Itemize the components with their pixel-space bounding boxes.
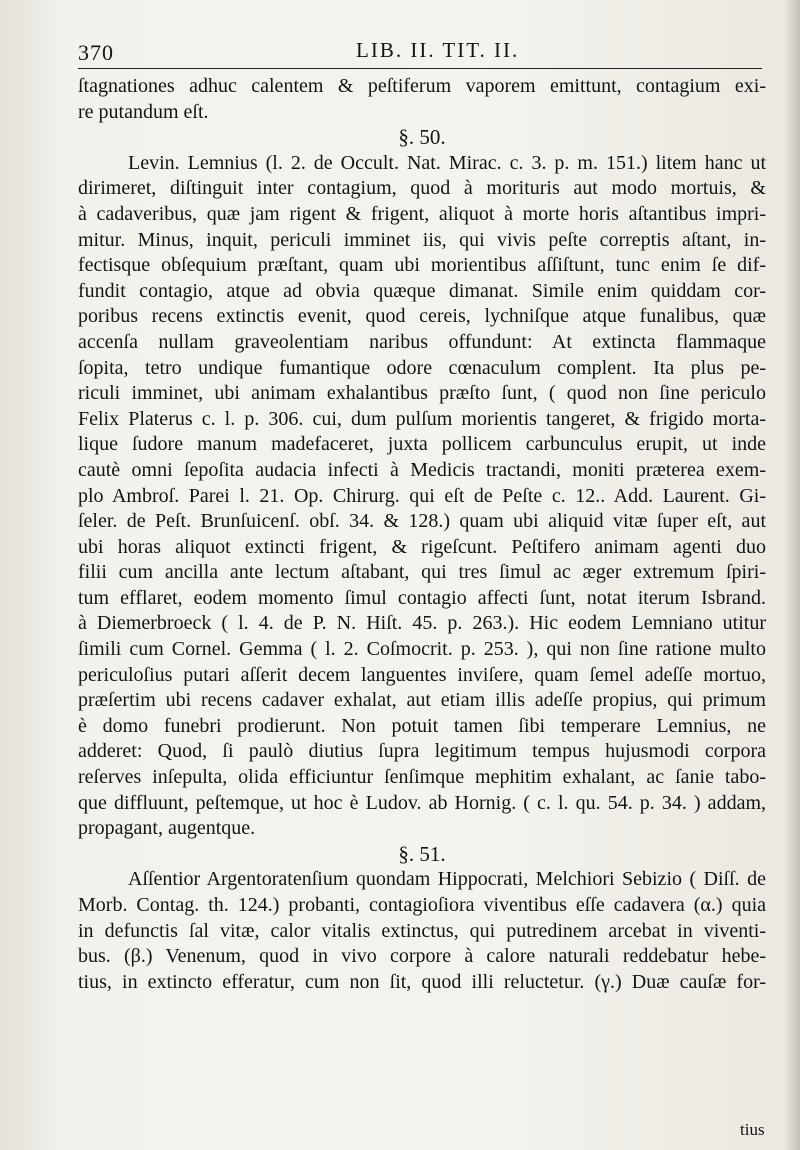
text-line: tum efflaret, eodem momento ſimul contagio affecti ſunt, notat iterum Isbrand. — [78, 586, 766, 609]
gutter-shadow — [784, 0, 800, 1150]
text-line: ſeler. de Peſt. Brunſuicenſ. obſ. 34. & 128.) quam ubi aliquid vitæ ſuper eſt, aut — [78, 510, 766, 533]
text-line: in defunctis ſal vitæ, calor vitalis extinctus, qui putredinem arcebat in viventi- — [78, 919, 766, 942]
text-line: accenſa nullam graveolentiam naribus offundunt: At extincta flammaque — [78, 330, 766, 353]
text-line: re putandum eſt. — [78, 100, 209, 123]
section-heading: §. 50. — [398, 125, 446, 150]
text-line: ſimili cum Cornel. Gemma ( l. 2. Coſmocrit. p. 253. ), qui non ſine ratione multo — [78, 638, 766, 661]
text-line: propagant, augentque. — [78, 817, 256, 840]
section-heading: §. 51. — [398, 841, 446, 866]
text-line: Felix Platerus c. l. p. 306. cui, dum pulſum morientis tangeret, & frigido morta- — [78, 407, 766, 430]
text-line: à cadaveribus, quæ jam rigent & frigent, aliquot à morte horis aſtantibus impri- — [78, 202, 766, 225]
text-line: fundit contagio, atque ad obvia quæque dimanat. Simile enim quiddam cor- — [78, 279, 766, 302]
text-line: reſerves inſepulta, olida efficiuntur ſenſimque mephitim exhalant, ac ſanie tabo- — [78, 766, 766, 789]
text-line: à Diemerbroeck ( l. 4. de P. N. Hiſt. 45. p. 263.). Hic eodem Lemniano utitur — [78, 612, 766, 635]
text-line: tius, in extincto efferatur, cum non ſit, quod illi reluctetur. (γ.) Duæ cauſæ for- — [78, 970, 766, 993]
text-line: periculoſius putari aſſerit decem languentes inviſere, quam ſemel adeſſe mortuo, — [78, 663, 766, 686]
page-number: 370 — [78, 40, 114, 65]
text-line: mitur. Minus, inquit, periculi imminet iis, qui vivis peſte correptis aſtant, in- — [78, 228, 766, 251]
text-line: Aſſentior Argentoratenſium quondam Hippocrati, Melchiori Sebizio ( Diſſ. de — [128, 868, 766, 891]
text-line: adderet: Quod, ſi paulò diutius ſupra legitimum tempus hujusmodi corpora — [78, 740, 766, 763]
text-line: ſtagnationes adhuc calentem & peſtiferum vaporem emittunt, contagium exi- — [78, 75, 766, 97]
running-title: LIB. II. TIT. II. — [356, 38, 520, 62]
catchword: tius — [740, 1120, 765, 1139]
text-line: poribus recens extinctis evenit, quod cereis, lychniſque atque funalibus, quæ — [78, 305, 766, 328]
text-line: filii cum ancilla ante lectum aſtabant, qui tres ſimul ac æger extremum ſpiri- — [78, 561, 766, 584]
text-line: præſertim ubi recens cadaver exhalat, aut etiam illis adeſſe propius, qui primum — [78, 689, 766, 712]
text-line: ſopita, tetro undique fumantique odore cœnaculum complent. Ita plus pe- — [78, 356, 766, 379]
text-line: que diffluunt, peſtemque, ut hoc è Ludov. ab Hornig. ( c. l. qu. 54. p. 34. ) addam, — [78, 791, 766, 814]
body-text — [78, 74, 766, 995]
text-line: riculi imminet, ubi animam exhalantibus præſto ſunt, ( quod non ſine periculo — [78, 382, 766, 405]
text-line: dirimeret, diſtinguit inter contagium, quod à morituris aut modo mortuis, & — [78, 177, 766, 200]
text-line: Levin. Lemnius (l. 2. de Occult. Nat. Mirac. c. 3. p. m. 151.) litem hanc ut — [128, 151, 766, 174]
text-line: ubi horas aliquot extincti frigent, & rigeſcunt. Peſtifero animam agenti duo — [78, 535, 766, 558]
text-line: Morb. Contag. th. 124.) probanti, contagioſiora viventibus eſſe cadavera (α.) quia — [78, 894, 766, 916]
text-line: lique ſudore manum madefaceret, juxta pollicem carbunculus erupit, ut inde — [78, 433, 766, 456]
text-line: è domo funebri prodierunt. Non potuit tamen ſibi temperare Lemnius, ne — [78, 714, 766, 737]
page-header — [78, 34, 760, 65]
text-line: fectisque obſequium præſtant, quam ubi morientibus aſſiſtunt, tunc enim ſe dif- — [78, 254, 766, 277]
text-line: bus. (β.) Venenum, quod in vivo corpore à calore naturali reddebatur hebe- — [78, 945, 766, 968]
text-line: plo Ambroſ. Parei l. 21. Op. Chirurg. qui eſt de Peſte c. 12.. Add. Laurent. Gi- — [78, 484, 766, 507]
text-line: cautè omni ſepoſita audacia infecti à Medicis tractandi, moniti præterea exem- — [78, 458, 766, 481]
header-rule — [78, 68, 762, 69]
